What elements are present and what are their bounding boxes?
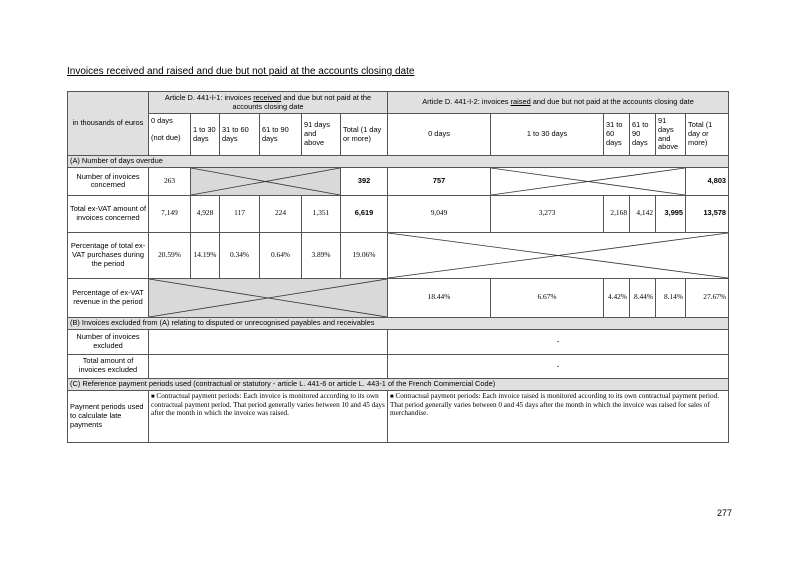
row-label-num-invoices: Number of invoices concerned (68, 167, 149, 195)
cell-num-received-total: 392 (341, 167, 388, 195)
cell-amount-received: 117 (220, 195, 260, 232)
cell-pct-revenue: 18.44% (388, 278, 491, 317)
cell-amount-received: 4,928 (191, 195, 220, 232)
cell-num-excluded-raised: - (388, 329, 729, 354)
cell-amount-raised: 4,142 (630, 195, 656, 232)
cell-amount-raised: 3,995 (656, 195, 686, 232)
cell-pct-purchases: 0.34% (220, 232, 260, 278)
col-received-1-30: 1 to 30 days (191, 114, 220, 156)
cell-pct-revenue: 8.14% (656, 278, 686, 317)
cell-amount-received: 7,149 (149, 195, 191, 232)
unit-label: in thousands of euros (68, 92, 149, 156)
cell-num-received-0: 263 (149, 167, 191, 195)
col-raised-total: Total (1 day or more) (686, 114, 729, 156)
section-b-header: (B) Invoices excluded from (A) relating to disputed or unrecognised payables and receivables (68, 317, 729, 329)
crossed-cell (491, 167, 686, 195)
crossed-cell (149, 278, 388, 317)
cell-num-raised-total: 4,803 (686, 167, 729, 195)
section-c-header: (C) Reference payment periods used (contractual or statutory - article L. 441-6 or article L. 443-1 of the French Commercial Code) (68, 378, 729, 390)
col-raised-1-30: 1 to 30 days (491, 114, 604, 156)
row-label-num-excluded: Number of invoices excluded (68, 329, 149, 354)
row-label-total-amount: Total ex-VAT amount of invoices concerned (68, 195, 149, 232)
row-label-pct-purchases: Percentage of total ex-VAT purchases during the period (68, 232, 149, 278)
cell-pct-purchases: 20.59% (149, 232, 191, 278)
cell-amount-received: 224 (260, 195, 302, 232)
crossed-cell (191, 167, 341, 195)
cell-pct-revenue: 6.67% (491, 278, 604, 317)
col-received-total: Total (1 day or more) (341, 114, 388, 156)
col-received-0-days: 0 days (not due) (149, 114, 191, 156)
cell-pct-purchases: 14.19% (191, 232, 220, 278)
crossed-cell (388, 232, 729, 278)
cell-amount-raised: 2,168 (604, 195, 630, 232)
received-group-header: Article D. 441-I-1: invoices received and due but not paid at the accounts closing date (149, 92, 388, 114)
row-label-payment-periods: Payment periods used to calculate late payments (68, 390, 149, 442)
col-raised-61-90: 61 to 90 days (630, 114, 656, 156)
section-a-header: (A) Number of days overdue (68, 156, 729, 168)
payment-text-raised: ■ Contractual payment periods: Each invoice raised is monitored according to its own contractual payment period. That period generally varies between 0 and 45 days after the month in which the invoice was raised for sales of merchandise. (388, 390, 729, 442)
payment-text-received: ■ Contractual payment periods: Each invoice is monitored according to its own contractual payment period. That period generally varies between 10 and 45 days after the month in which the invoice was raised. (149, 390, 388, 442)
col-received-91-plus: 91 days and above (302, 114, 341, 156)
row-label-amount-excluded: Total amount of invoices excluded (68, 354, 149, 378)
cell-num-raised-0: 757 (388, 167, 491, 195)
cell-pct-purchases: 0.64% (260, 232, 302, 278)
cell-amount-excluded-raised: - (388, 354, 729, 378)
cell-pct-revenue: 8.44% (630, 278, 656, 317)
col-received-61-90: 61 to 90 days (260, 114, 302, 156)
col-raised-91-plus: 91 days and above (656, 114, 686, 156)
cell-amount-raised: 9,049 (388, 195, 491, 232)
row-label-pct-revenue: Percentage of ex-VAT revenue in the period (68, 278, 149, 317)
cell-amount-raised-total: 13,578 (686, 195, 729, 232)
col-received-31-60: 31 to 60 days (220, 114, 260, 156)
cell-amount-raised: 3,273 (491, 195, 604, 232)
col-raised-0-days: 0 days (388, 114, 491, 156)
page-number: 277 (717, 508, 733, 518)
raised-group-header: Article D. 441-I-2: invoices raised and due but not paid at the accounts closing date (388, 92, 729, 114)
cell-pct-purchases-total: 19.06% (341, 232, 388, 278)
invoices-table (67, 91, 729, 443)
cell-num-excluded-received (149, 329, 388, 354)
cell-amount-received-total: 6,619 (341, 195, 388, 232)
cell-pct-revenue: 4.42% (604, 278, 630, 317)
cell-pct-revenue-total: 27.67% (686, 278, 729, 317)
cell-amount-excluded-received (149, 354, 388, 378)
cell-amount-received: 1,351 (302, 195, 341, 232)
page-title: Invoices received and raised and due but not paid at the accounts closing date (67, 66, 415, 77)
col-raised-31-60: 31 to 60 days (604, 114, 630, 156)
cell-pct-purchases: 3.89% (302, 232, 341, 278)
